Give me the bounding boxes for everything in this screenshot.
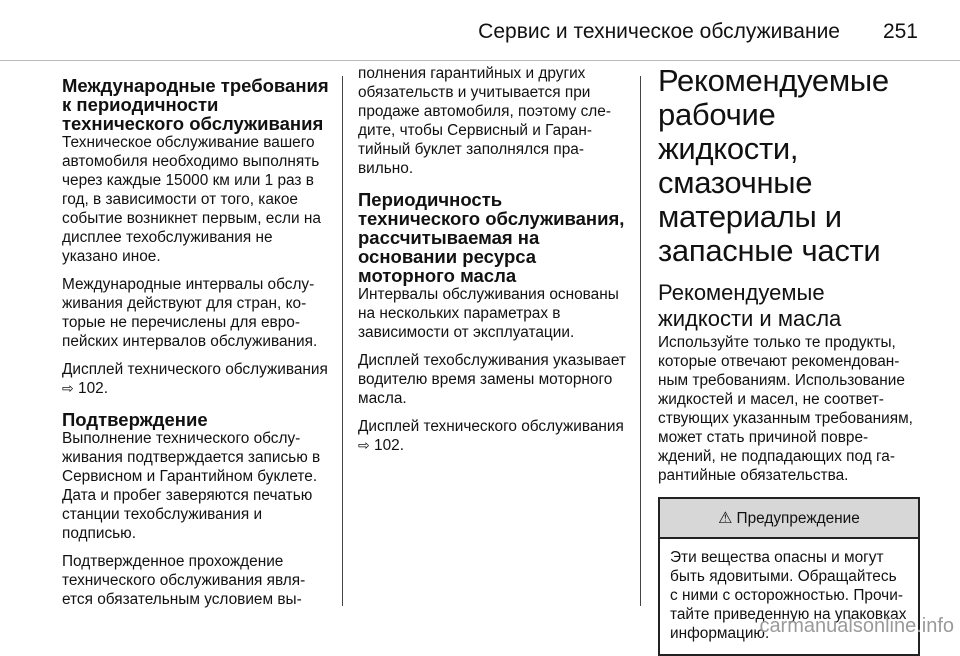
paragraph: Техническое обслуживание вашего автомобиля необходимо выполнять через каждые 15000 км или 1 раз в год, в зависимости от того, какое событие возникнет первым, если на дисплее техобслуживания не указано иное. — [62, 134, 321, 265]
heading-intl-requirements: Международные требования к периодичности технического обслуживания — [62, 75, 329, 134]
warning-triangle-icon: ⚠ — [718, 509, 733, 527]
paragraph: Подтвержденное прохождение технического обслуживания является обязательным условием вы- — [62, 553, 306, 608]
header-title: Сервис и техническое обслуживание — [478, 20, 840, 43]
paragraph: Выполнение технического обслуживания подтверждается записью в Сервисном и Гарантийном буклете. Дата и пробег заверяются печатью станции техобслуживания и подписью. — [62, 430, 321, 542]
paragraph: Используйте только те продукты, которые отвечают рекомендованным требованиям. Использование жидкостей и масел, не соответствующих указанным требованиям, может стать причиной повреждений, не подпадающих под гарантийные обязательства. — [658, 334, 913, 484]
heading-oil-interval: Периодичность технического обслуживания, рассчитываемая на основании ресурса моторного масла — [358, 189, 625, 286]
watermark: carmanualsonline.info — [759, 615, 954, 637]
section-title: Рекомендуемые рабочие жидкости, смазочные материалы и запасные части — [658, 63, 889, 268]
paragraph-ref — [62, 360, 330, 398]
column-2 — [358, 64, 628, 464]
ref-page[interactable]: 102. — [78, 380, 108, 397]
page-number: 251 — [882, 20, 918, 43]
subsection-title: Рекомендуемые жидкости и масла — [658, 280, 842, 331]
warning-title: Предупреждение — [736, 509, 860, 527]
page-header — [0, 0, 960, 60]
heading-confirmation: Подтверждение — [62, 409, 208, 430]
paragraph: Интервалы обслуживания основаны на нескольких параметрах в зависимости от эксплуатации. — [358, 286, 619, 341]
ref-text: Дисплей технического обслуживания — [358, 418, 624, 435]
paragraph: полнения гарантийных и других обязательств и учитывается при продаже автомобиля, поэтому следите, чтобы Сервисный и Гарантийный буклет заполнялся правильно. — [358, 65, 611, 177]
warning-text: Эти вещества опасны и могут быть ядовитыми. Обращайтесь с ними с осторожностью. Прочитайте приведенную на упаковках информацию. — [670, 549, 907, 642]
ref-arrow-icon[interactable]: ⇨ — [62, 380, 74, 396]
column-3 — [658, 64, 920, 656]
ref-arrow-icon[interactable]: ⇨ — [358, 437, 370, 453]
ref-text: Дисплей технического обслуживания — [62, 361, 328, 378]
paragraph: Международные интервалы обслуживания действуют для стран, которые не перечислены для европейских интервалов обслуживания. — [62, 276, 318, 350]
paragraph: Дисплей техобслуживания указывает водителю время замены моторного масла. — [358, 352, 626, 407]
warning-header — [660, 499, 918, 539]
column-divider — [342, 76, 343, 606]
column-divider — [640, 76, 641, 606]
paragraph-ref — [358, 417, 628, 455]
header-rule — [0, 60, 960, 61]
ref-page[interactable]: 102. — [374, 437, 404, 454]
column-1 — [62, 76, 330, 618]
